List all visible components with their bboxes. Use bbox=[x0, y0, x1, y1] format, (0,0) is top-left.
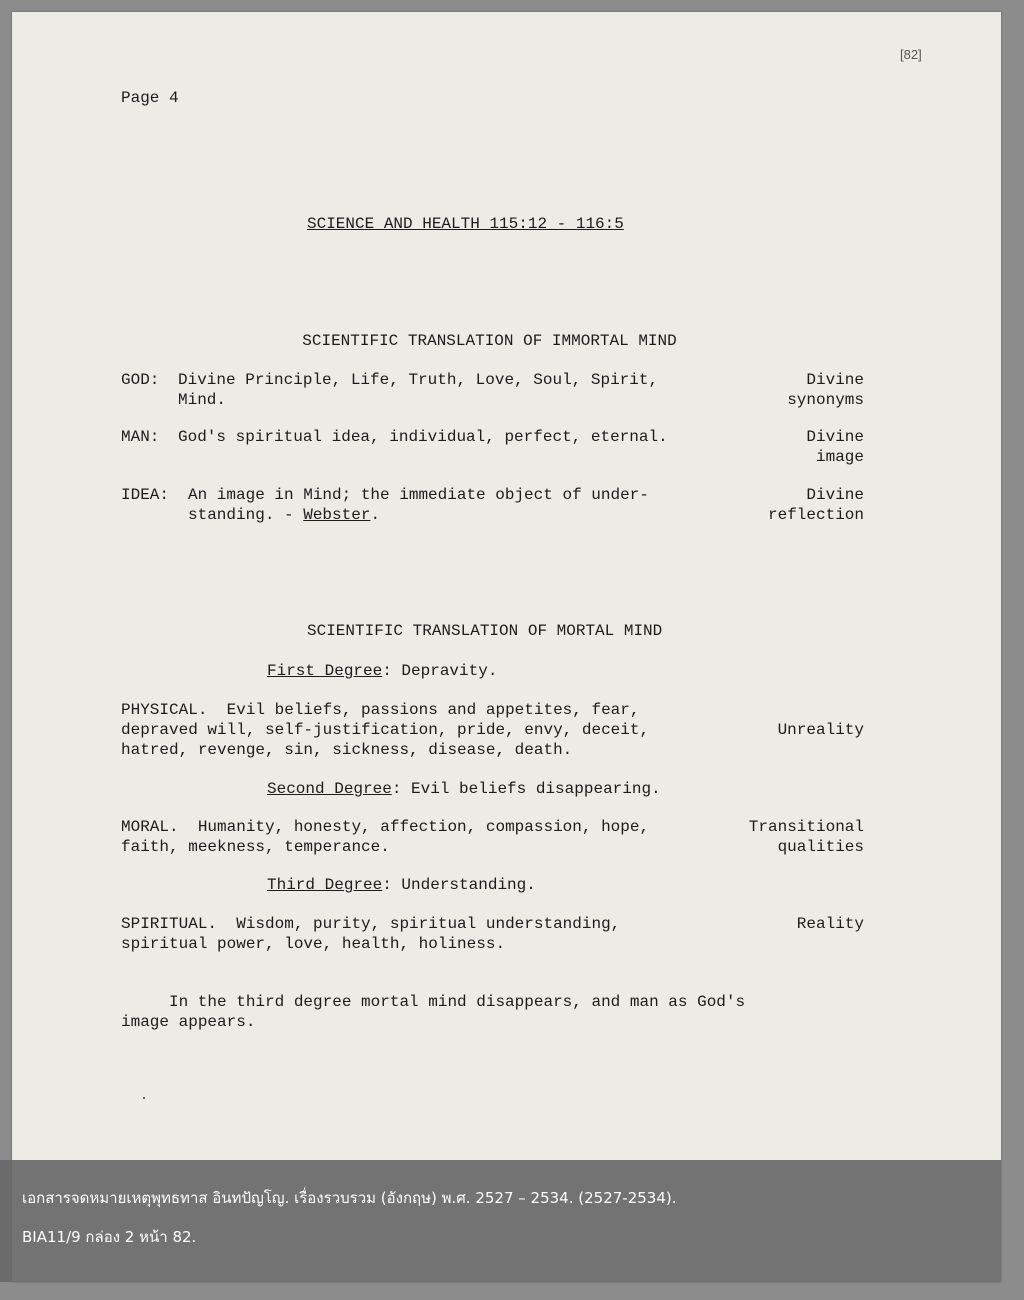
degree-line: MORAL. Humanity, honesty, affection, compassion, hope, bbox=[121, 818, 650, 836]
degree-line: depraved will, self-justification, pride, envy, deceit, bbox=[121, 721, 650, 739]
definition-term: GOD: bbox=[121, 371, 160, 389]
degree-heading bbox=[267, 875, 536, 895]
degree-description: : Depravity. bbox=[382, 662, 498, 680]
degree-line: SPIRITUAL. Wisdom, purity, spiritual understanding, bbox=[121, 915, 621, 933]
immortal-section-title: SCIENTIFIC TRANSLATION OF IMMORTAL MIND bbox=[302, 332, 677, 350]
margin-note: Divine bbox=[806, 486, 864, 504]
definition-line-with-source bbox=[188, 505, 380, 525]
closing-line: image appears. bbox=[121, 1013, 256, 1031]
mortal-section-title: SCIENTIFIC TRANSLATION OF MORTAL MIND bbox=[307, 622, 663, 640]
degree-line: PHYSICAL. Evil beliefs, passions and appetites, fear, bbox=[121, 701, 640, 719]
degree-label: Third Degree bbox=[267, 876, 383, 894]
archive-page-mark: [82] bbox=[900, 47, 922, 62]
caption-title: เอกสารจดหมายเหตุพุทธทาส อินทปัญโญ. เรื่องรวบรวม (อังกฤษ) พ.ศ. 2527 – 2534. (2527-2534). bbox=[22, 1189, 677, 1207]
document-heading: SCIENCE AND HEALTH 115:12 - 116:5 bbox=[307, 215, 624, 233]
definition-term: IDEA: bbox=[121, 486, 170, 504]
definition-line: Divine Principle, Life, Truth, Love, Soul, Spirit, bbox=[178, 371, 659, 389]
margin-note: qualities bbox=[777, 838, 864, 856]
definition-line: Mind. bbox=[178, 391, 227, 409]
degree-description: : Understanding. bbox=[382, 876, 536, 894]
degree-label: Second Degree bbox=[267, 780, 392, 798]
margin-note: Divine bbox=[806, 428, 864, 446]
degree-line: spiritual power, love, health, holiness. bbox=[121, 935, 506, 953]
caption-reference: BIA11/9 กล่อง 2 หน้า 82. bbox=[22, 1228, 197, 1246]
margin-note: Divine bbox=[806, 371, 864, 389]
margin-note: synonyms bbox=[787, 391, 864, 409]
definition-line: standing. - bbox=[188, 506, 304, 524]
source-webster: Webster bbox=[303, 506, 371, 524]
degree-line: faith, meekness, temperance. bbox=[121, 838, 390, 856]
margin-note: Unreality bbox=[777, 721, 864, 739]
definition-line: God's spiritual idea, individual, perfect, eternal. bbox=[178, 428, 668, 446]
degree-heading bbox=[267, 661, 497, 681]
paper-speck bbox=[143, 1097, 145, 1099]
degree-heading bbox=[267, 779, 661, 799]
margin-note: image bbox=[815, 448, 864, 466]
definition-line: An image in Mind; the immediate object of under- bbox=[188, 486, 649, 504]
degree-label: First Degree bbox=[267, 662, 383, 680]
source-suffix: . bbox=[370, 506, 381, 524]
document-page bbox=[12, 12, 1001, 1282]
definition-term: MAN: bbox=[121, 428, 160, 446]
closing-line: In the third degree mortal mind disappears, and man as God's bbox=[169, 993, 746, 1011]
archive-caption bbox=[0, 1160, 1001, 1282]
degree-line: hatred, revenge, sin, sickness, disease, death. bbox=[121, 741, 573, 759]
degree-description: : Evil beliefs disappearing. bbox=[391, 780, 661, 798]
margin-note: Reality bbox=[796, 915, 864, 933]
margin-note: reflection bbox=[767, 506, 864, 524]
page-number: Page 4 bbox=[121, 89, 179, 107]
margin-note: Transitional bbox=[748, 818, 864, 836]
